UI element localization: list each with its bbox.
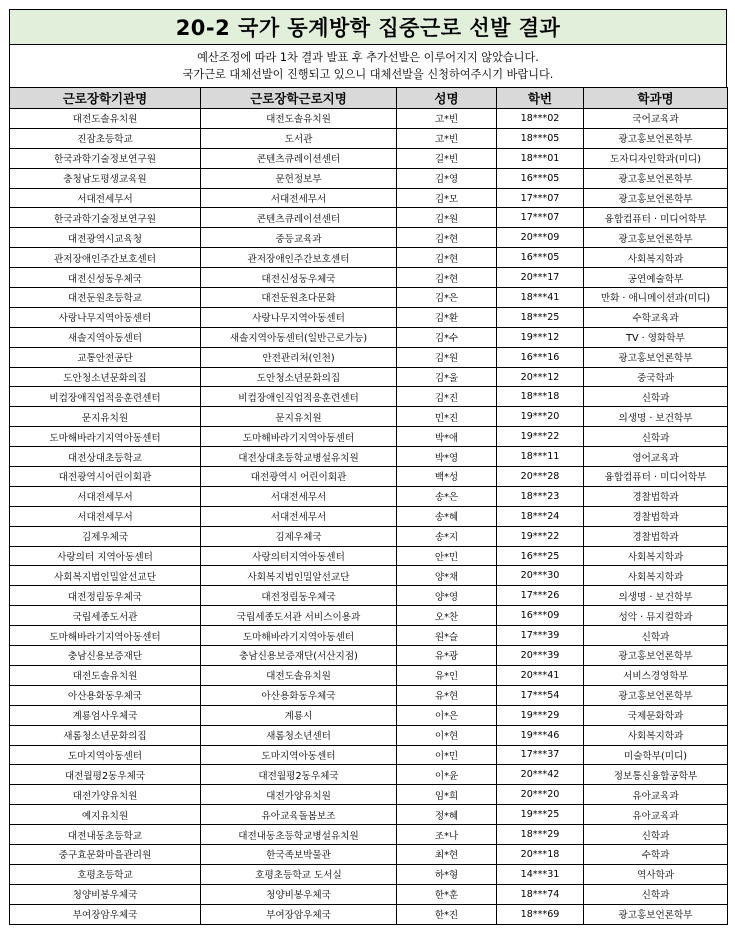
table-row [10, 546, 728, 566]
table-row [10, 844, 728, 864]
student-id-cell: 18***01 [497, 148, 584, 168]
institution-cell: 대전도솔유치원 [10, 665, 201, 685]
column-header-institution: 근로장학기관명 [10, 88, 201, 109]
institution-cell: 아산용화동우체국 [10, 685, 201, 705]
workplace-cell: 충남신용보증재단(서산지점) [201, 646, 397, 666]
institution-cell: 충남신용보증재단 [10, 646, 201, 666]
workplace-cell: 관저장애인주간보호센터 [201, 248, 397, 268]
department-cell: 광고홍보언론학부 [584, 168, 728, 188]
name-cell: 김*현 [397, 228, 497, 248]
institution-cell: 한국과학기술정보연구원 [10, 148, 201, 168]
name-cell: 김*진 [397, 387, 497, 407]
table-row [10, 347, 728, 367]
student-id-cell: 18***11 [497, 447, 584, 467]
department-cell: 국어교육과 [584, 109, 728, 129]
department-cell: 광고홍보언론학부 [584, 228, 728, 248]
name-cell: 김*원 [397, 347, 497, 367]
name-cell: 유*광 [397, 646, 497, 666]
workplace-cell: 대전도솔유치원 [201, 665, 397, 685]
institution-cell: 도마해바라기지역아동센터 [10, 626, 201, 646]
department-cell: 사회복지학과 [584, 725, 728, 745]
table-row [10, 685, 728, 705]
institution-cell: 서대전세무서 [10, 506, 201, 526]
department-cell: 광고홍보언론학부 [584, 128, 728, 148]
department-cell: 유아교육과 [584, 785, 728, 805]
workplace-cell: 대전둔원초다문화 [201, 288, 397, 308]
table-row [10, 407, 728, 427]
table-row [10, 327, 728, 347]
institution-cell: 교통안전공단 [10, 347, 201, 367]
student-id-cell: 19***20 [497, 407, 584, 427]
document-title: 20-2 국가 동계방학 집중근로 선발 결과 [9, 9, 727, 45]
table-row [10, 486, 728, 506]
workplace-cell: 비컴장애인직업적응훈련센터 [201, 387, 397, 407]
department-cell: TV · 영화학부 [584, 327, 728, 347]
department-cell: 사회복지학과 [584, 248, 728, 268]
student-id-cell: 18***74 [497, 884, 584, 904]
workplace-cell: 문지유치원 [201, 407, 397, 427]
workplace-cell: 대전내동초등학교병설유치원 [201, 825, 397, 845]
institution-cell: 사랑나무지역아동센터 [10, 307, 201, 327]
name-cell: 송*혜 [397, 506, 497, 526]
student-id-cell: 18***23 [497, 486, 584, 506]
institution-cell: 한국과학기술정보연구원 [10, 208, 201, 228]
student-id-cell: 16***16 [497, 347, 584, 367]
institution-cell: 대전도솔유치원 [10, 109, 201, 129]
institution-cell: 도안청소년문화의집 [10, 367, 201, 387]
workplace-cell: 도마해바라기지역아동센터 [201, 626, 397, 646]
department-cell: 도자디자인학과(미디) [584, 148, 728, 168]
name-cell: 김*울 [397, 367, 497, 387]
student-id-cell: 17***07 [497, 208, 584, 228]
name-cell: 오*찬 [397, 606, 497, 626]
workplace-cell: 유아교육돌봄보조 [201, 805, 397, 825]
department-cell: 광고홍보언론학부 [584, 646, 728, 666]
department-cell: 성악 · 뮤지컬학과 [584, 606, 728, 626]
department-cell: 경찰법학과 [584, 526, 728, 546]
table-row [10, 128, 728, 148]
notice-line-1: 예산조정에 따라 1차 결과 발표 후 추가선발은 이루어지지 않았습니다. [197, 51, 539, 64]
table-row [10, 506, 728, 526]
institution-cell: 새롬청소년문화의집 [10, 725, 201, 745]
student-id-cell: 19***12 [497, 327, 584, 347]
institution-cell: 예지유치원 [10, 805, 201, 825]
table-row [10, 626, 728, 646]
institution-cell: 계룡엄사우체국 [10, 705, 201, 725]
student-id-cell: 17***39 [497, 626, 584, 646]
student-id-cell: 20***17 [497, 268, 584, 288]
student-id-cell: 20***42 [497, 765, 584, 785]
table-row [10, 725, 728, 745]
student-id-cell: 19***46 [497, 725, 584, 745]
student-id-cell: 16***05 [497, 168, 584, 188]
table-row [10, 884, 728, 904]
name-cell: 이*윤 [397, 765, 497, 785]
name-cell: 임*희 [397, 785, 497, 805]
student-id-cell: 18***18 [497, 387, 584, 407]
workplace-cell: 아산용화동우체국 [201, 685, 397, 705]
department-cell: 광고홍보언론학부 [584, 188, 728, 208]
name-cell: 안*민 [397, 546, 497, 566]
name-cell: 김*환 [397, 307, 497, 327]
workplace-cell: 김제우체국 [201, 526, 397, 546]
column-header-name: 성명 [397, 88, 497, 109]
institution-cell: 사랑의터 지역아동센터 [10, 546, 201, 566]
name-cell: 김*영 [397, 168, 497, 188]
table-row [10, 825, 728, 845]
table-row [10, 785, 728, 805]
name-cell: 이*현 [397, 725, 497, 745]
name-cell: 유*인 [397, 665, 497, 685]
results-table [9, 87, 728, 925]
student-id-cell: 14***31 [497, 864, 584, 884]
department-cell: 수학교육과 [584, 307, 728, 327]
name-cell: 양*채 [397, 566, 497, 586]
name-cell: 유*현 [397, 685, 497, 705]
workplace-cell: 새솔지역아동센터(일반근로가능) [201, 327, 397, 347]
table-row [10, 586, 728, 606]
student-id-cell: 20***18 [497, 844, 584, 864]
department-cell: 신학과 [584, 387, 728, 407]
department-cell: 경찰법학과 [584, 506, 728, 526]
name-cell: 김*원 [397, 208, 497, 228]
institution-cell: 대전내동초등학교 [10, 825, 201, 845]
institution-cell: 도마지역아동센터 [10, 745, 201, 765]
table-row [10, 705, 728, 725]
column-header-student-id: 학번 [497, 88, 584, 109]
workplace-cell: 도마해바라기지역아동센터 [201, 427, 397, 447]
workplace-cell: 도서관 [201, 128, 397, 148]
department-cell: 신학과 [584, 825, 728, 845]
workplace-cell: 문헌정보부 [201, 168, 397, 188]
name-cell: 최*현 [397, 844, 497, 864]
table-row [10, 268, 728, 288]
student-id-cell: 20***20 [497, 785, 584, 805]
department-cell: 공연예술학부 [584, 268, 728, 288]
institution-cell: 김제우체국 [10, 526, 201, 546]
student-id-cell: 19***29 [497, 705, 584, 725]
name-cell: 길*빈 [397, 148, 497, 168]
table-row [10, 168, 728, 188]
selection-result-sheet [9, 9, 727, 925]
name-cell: 조*나 [397, 825, 497, 845]
table-row [10, 367, 728, 387]
name-cell: 김*수 [397, 327, 497, 347]
table-row [10, 606, 728, 626]
institution-cell: 호평초등학교 [10, 864, 201, 884]
department-cell: 의생명 · 보건학부 [584, 407, 728, 427]
workplace-cell: 콘텐츠큐레이션센터 [201, 148, 397, 168]
institution-cell: 중구효문화마을관리원 [10, 844, 201, 864]
student-id-cell: 17***54 [497, 685, 584, 705]
table-row [10, 904, 728, 924]
workplace-cell: 대전정림동우체국 [201, 586, 397, 606]
workplace-cell: 호평초등학교 도서실 [201, 864, 397, 884]
institution-cell: 대전광역시교육청 [10, 228, 201, 248]
name-cell: 하*형 [397, 864, 497, 884]
name-cell: 백*성 [397, 467, 497, 487]
student-id-cell: 17***26 [497, 586, 584, 606]
column-header-department: 학과명 [584, 88, 728, 109]
student-id-cell: 20***12 [497, 367, 584, 387]
name-cell: 박*영 [397, 447, 497, 467]
institution-cell: 도마해바라기지역아동센터 [10, 427, 201, 447]
institution-cell: 대전가양유치원 [10, 785, 201, 805]
workplace-cell: 도안청소년문화의집 [201, 367, 397, 387]
workplace-cell: 콘텐츠큐레이션센터 [201, 208, 397, 228]
table-row [10, 765, 728, 785]
institution-cell: 관저장애인주간보호센터 [10, 248, 201, 268]
department-cell: 사회복지학과 [584, 566, 728, 586]
name-cell: 박*애 [397, 427, 497, 447]
notice-box [9, 45, 727, 87]
workplace-cell: 안전관리처(인천) [201, 347, 397, 367]
name-cell: 양*영 [397, 586, 497, 606]
column-header-workplace: 근로장학근로지명 [201, 88, 397, 109]
workplace-cell: 중등교육과 [201, 228, 397, 248]
table-row [10, 148, 728, 168]
student-id-cell: 16***05 [497, 248, 584, 268]
table-row [10, 745, 728, 765]
table-row [10, 188, 728, 208]
institution-cell: 새솔지역아동센터 [10, 327, 201, 347]
student-id-cell: 20***09 [497, 228, 584, 248]
student-id-cell: 19***25 [497, 805, 584, 825]
student-id-cell: 20***41 [497, 665, 584, 685]
student-id-cell: 20***30 [497, 566, 584, 586]
department-cell: 역사학과 [584, 864, 728, 884]
table-row [10, 864, 728, 884]
workplace-cell: 대전월평2동우체국 [201, 765, 397, 785]
student-id-cell: 16***09 [497, 606, 584, 626]
department-cell: 미술학부(미디) [584, 745, 728, 765]
department-cell: 중국학과 [584, 367, 728, 387]
institution-cell: 국립세종도서관 [10, 606, 201, 626]
department-cell: 수학과 [584, 844, 728, 864]
name-cell: 김*현 [397, 248, 497, 268]
table-row [10, 447, 728, 467]
institution-cell: 사회복지법인밀알선교단 [10, 566, 201, 586]
table-row [10, 805, 728, 825]
workplace-cell: 사랑의터지역아동센터 [201, 546, 397, 566]
department-cell: 경찰법학과 [584, 486, 728, 506]
table-row [10, 526, 728, 546]
workplace-cell: 서대전세무서 [201, 188, 397, 208]
institution-cell: 충청남도평생교육원 [10, 168, 201, 188]
student-id-cell: 16***25 [497, 546, 584, 566]
workplace-cell: 부여장암우체국 [201, 904, 397, 924]
table-row [10, 307, 728, 327]
department-cell: 광고홍보언론학부 [584, 347, 728, 367]
name-cell: 이*민 [397, 745, 497, 765]
student-id-cell: 19***22 [497, 427, 584, 447]
student-id-cell: 18***69 [497, 904, 584, 924]
student-id-cell: 17***07 [497, 188, 584, 208]
workplace-cell: 서대전세무서 [201, 486, 397, 506]
table-row [10, 208, 728, 228]
institution-cell: 청양비봉우체국 [10, 884, 201, 904]
department-cell: 신학과 [584, 626, 728, 646]
table-row [10, 288, 728, 308]
institution-cell: 비컴장애직업적응훈련센터 [10, 387, 201, 407]
table-row [10, 566, 728, 586]
workplace-cell: 대전상대초등학교병설유치원 [201, 447, 397, 467]
name-cell: 정*혜 [397, 805, 497, 825]
institution-cell: 서대전세무서 [10, 486, 201, 506]
student-id-cell: 17***37 [497, 745, 584, 765]
name-cell: 김*은 [397, 288, 497, 308]
workplace-cell: 계룡시 [201, 705, 397, 725]
institution-cell: 서대전세무서 [10, 188, 201, 208]
name-cell: 한*훈 [397, 884, 497, 904]
department-cell: 영어교육과 [584, 447, 728, 467]
student-id-cell: 18***24 [497, 506, 584, 526]
name-cell: 민*진 [397, 407, 497, 427]
student-id-cell: 20***28 [497, 467, 584, 487]
name-cell: 한*진 [397, 904, 497, 924]
student-id-cell: 18***41 [497, 288, 584, 308]
name-cell: 김*현 [397, 268, 497, 288]
workplace-cell: 청양비봉우체국 [201, 884, 397, 904]
student-id-cell: 18***25 [497, 307, 584, 327]
name-cell: 김*모 [397, 188, 497, 208]
table-row [10, 646, 728, 666]
institution-cell: 대전광역시어린이회관 [10, 467, 201, 487]
workplace-cell: 대전가양유치원 [201, 785, 397, 805]
student-id-cell: 18***02 [497, 109, 584, 129]
department-cell: 의생명 · 보건학부 [584, 586, 728, 606]
department-cell: 사회복지학과 [584, 546, 728, 566]
workplace-cell: 한국족보박물관 [201, 844, 397, 864]
institution-cell: 대전상대초등학교 [10, 447, 201, 467]
name-cell: 고*빈 [397, 128, 497, 148]
name-cell: 송*지 [397, 526, 497, 546]
department-cell: 만화 · 애니메이션과(미디) [584, 288, 728, 308]
table-row [10, 248, 728, 268]
name-cell: 원*슬 [397, 626, 497, 646]
student-id-cell: 18***29 [497, 825, 584, 845]
department-cell: 신학과 [584, 427, 728, 447]
institution-cell: 진잠초등학교 [10, 128, 201, 148]
department-cell: 광고홍보언론학부 [584, 685, 728, 705]
institution-cell: 대전정림동우체국 [10, 586, 201, 606]
workplace-cell: 사회복지법인밀알선교단 [201, 566, 397, 586]
notice-line-2: 국가근로 대체선발이 진행되고 있으니 대체선발을 신청하여주시기 바랍니다. [182, 68, 554, 81]
institution-cell: 대전월평2동우체국 [10, 765, 201, 785]
name-cell: 이*은 [397, 705, 497, 725]
table-row [10, 665, 728, 685]
table-row [10, 427, 728, 447]
student-id-cell: 20***39 [497, 646, 584, 666]
department-cell: 서비스경영학부 [584, 665, 728, 685]
institution-cell: 문지유치원 [10, 407, 201, 427]
institution-cell: 부여장암우체국 [10, 904, 201, 924]
workplace-cell: 사랑나무지역아동센터 [201, 307, 397, 327]
workplace-cell: 대전신성동우체국 [201, 268, 397, 288]
student-id-cell: 19***22 [497, 526, 584, 546]
workplace-cell: 대전광역시 어린이회관 [201, 467, 397, 487]
department-cell: 신학과 [584, 884, 728, 904]
workplace-cell: 서대전세무서 [201, 506, 397, 526]
workplace-cell: 국립세종도서관 서비스이용과 [201, 606, 397, 626]
institution-cell: 대전신성동우체국 [10, 268, 201, 288]
name-cell: 고*빈 [397, 109, 497, 129]
department-cell: 광고홍보언론학부 [584, 904, 728, 924]
institution-cell: 대전둔원초등학교 [10, 288, 201, 308]
table-header-row [10, 88, 728, 109]
department-cell: 국제문화학과 [584, 705, 728, 725]
department-cell: 융합컴퓨터 · 미디어학부 [584, 208, 728, 228]
workplace-cell: 도마지역아동센터 [201, 745, 397, 765]
workplace-cell: 새롬청소년센터 [201, 725, 397, 745]
name-cell: 송*은 [397, 486, 497, 506]
table-row [10, 467, 728, 487]
department-cell: 유아교육과 [584, 805, 728, 825]
table-row [10, 387, 728, 407]
student-id-cell: 18***05 [497, 128, 584, 148]
department-cell: 융합컴퓨터 · 미디어학부 [584, 467, 728, 487]
table-row [10, 109, 728, 129]
table-row [10, 228, 728, 248]
workplace-cell: 대전도솔유치원 [201, 109, 397, 129]
department-cell: 정보통신융합공학부 [584, 765, 728, 785]
